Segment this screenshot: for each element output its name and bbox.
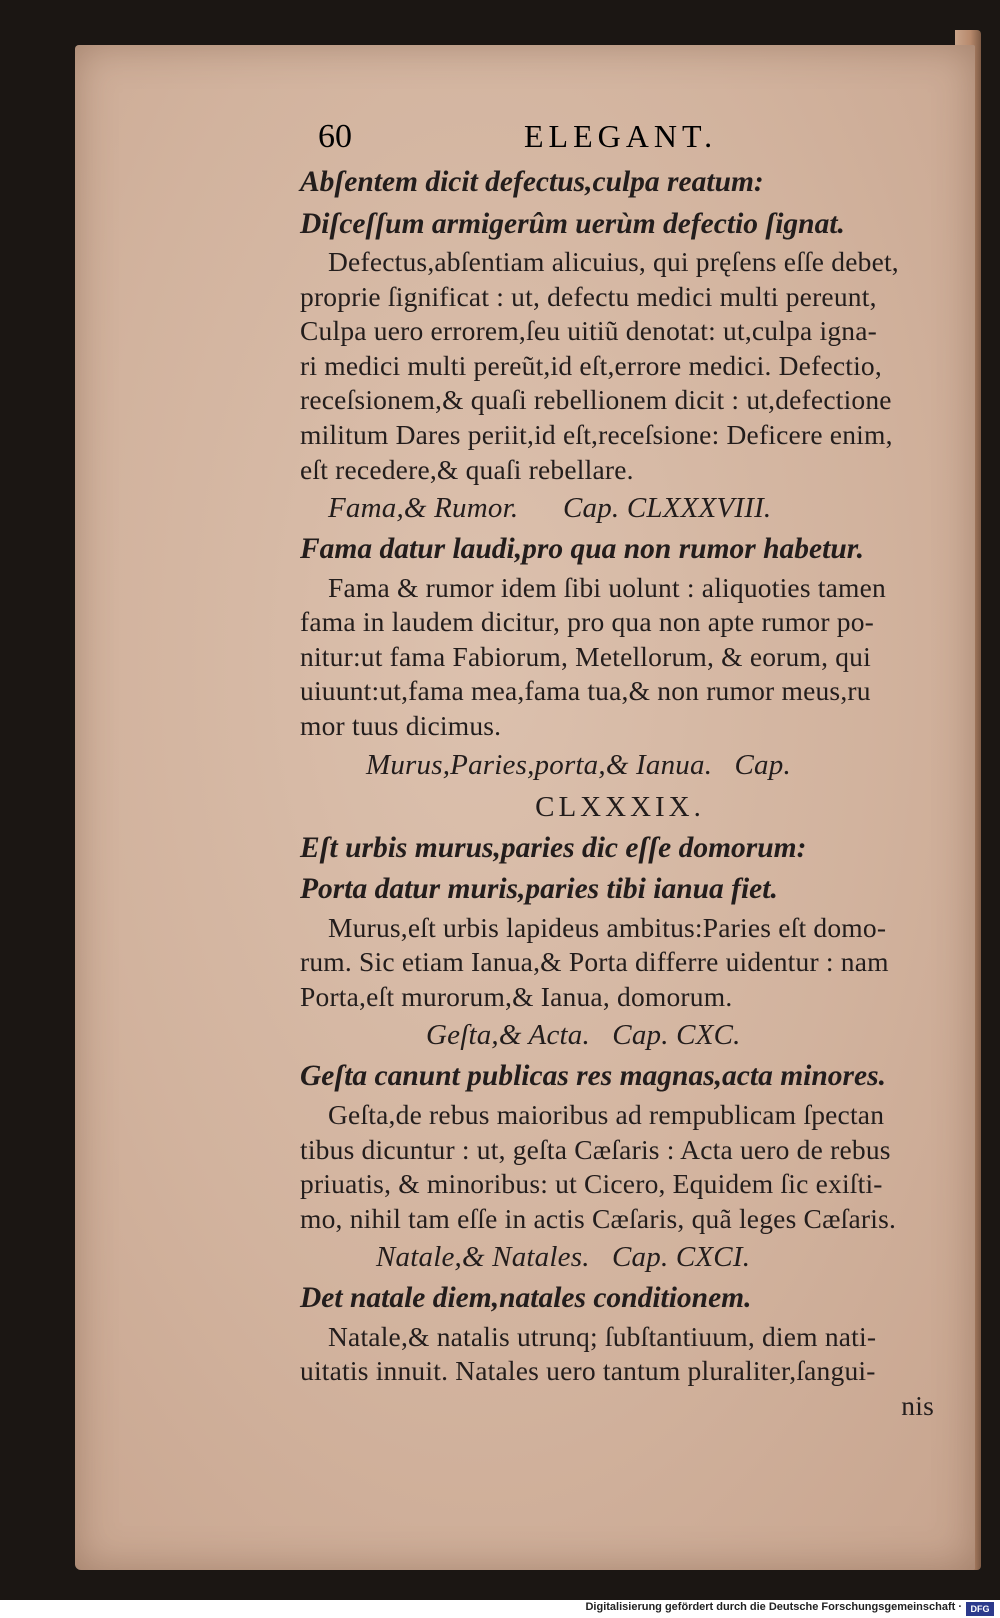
body-line: eſt recedere,& quaſi rebellare. [300, 453, 634, 485]
verse-line: Diſceſſum armigerûm uerùm defectio ſignat. [300, 207, 845, 240]
body-line: Culpa uero errorem,ſeu uitiũ denotat: ut,culpa igna- [300, 315, 878, 347]
body-line: ri medici multi pereũt,id eſt,errore medici. Defectio, [300, 349, 882, 381]
chapter-heading: Natale,& Natales. Cap. CXCI. [376, 1241, 751, 1274]
body-line: receſsionem,& quaſi rebellionem dicit : ut,defectione [300, 384, 892, 416]
header-spacer [300, 118, 940, 162]
verse-line: Geſta canunt publicas res magnas,acta minores. [300, 1060, 886, 1093]
verse-line: Det natale diem,natales conditionem. [300, 1282, 752, 1315]
digitization-credit: Digitalisierung gefördert durch die Deutsche Forschungsgemeinschaft · [585, 1601, 962, 1613]
chapter-heading: Geſta,& Acta. Cap. CXC. [426, 1019, 741, 1052]
body-line: Porta,eſt murorum,& Ianua, domorum. [300, 980, 733, 1012]
body-line: rum. Sic etiam Ianua,& Porta differre uidentur : nam [300, 946, 889, 978]
body-line: Fama & rumor idem ſibi uolunt : aliquoties tamen [328, 571, 886, 603]
body-line: priuatis, & minoribus: ut Cicero, Equidem ſic exiſti- [300, 1168, 883, 1200]
catchword: nis [901, 1389, 934, 1421]
body-line: proprie ſignificat : ut, defectu medici multi pereunt, [300, 280, 877, 312]
body-line: fama in laudem dicitur, pro qua non apte rumor po- [300, 606, 875, 638]
verse-line: Abſentem dicit defectus,culpa reatum: [300, 166, 764, 198]
chapter-heading: Murus,Paries,porta,& Ianua. Cap. [366, 748, 791, 781]
body-line: nitur:ut fama Fabiorum, Metellorum, & eorum, qui [300, 640, 871, 672]
verse-line: Fama datur laudi,pro qua non rumor habetur. [300, 533, 864, 566]
body-line: Defectus,abſentiam alicuius, qui pręſens eſſe debet, [328, 246, 899, 277]
body-line: uitatis innuit. Natales uero tantum pluraliter,ſangui- [300, 1355, 876, 1387]
body-line: tibus dicuntur : ut, geſta Cæſaris : Acta uero de rebus [300, 1133, 891, 1165]
verse-line: Porta datur muris,paries tibi ianua fiet. [300, 873, 778, 906]
body-line: Murus,eſt urbis lapideus ambitus:Paries eſt domo- [328, 911, 887, 943]
chapter-heading-number: CLXXXIX. [535, 790, 705, 823]
running-head: ELEGANT. [524, 118, 718, 154]
body-line: Natale,& natalis utrunq; ſubſtantiuum, diem nati- [328, 1320, 877, 1352]
body-line: mo, nihil tam eſſe in actis Cæſaris, quã leges Cæſaris. [300, 1202, 897, 1234]
body-line: uiuunt:ut,fama mea,fama tua,& non rumor meus,ru [300, 675, 871, 707]
body-line: mor tuus dicimus. [300, 710, 502, 742]
verse-line: Eſt urbis murus,paries dic eſſe domorum: [300, 831, 807, 864]
page-number: 60 [318, 118, 352, 155]
chapter-heading: Fama,& Rumor. Cap. CLXXXVIII. [328, 492, 772, 525]
dfg-logo: DFG [966, 1602, 994, 1616]
page-text [300, 118, 940, 1424]
body-line: Geſta,de rebus maioribus ad rempublicam ſpectan [328, 1098, 885, 1130]
body-line: militum Dares periit,id eſt,receſsione: Deficere enim, [300, 418, 893, 450]
